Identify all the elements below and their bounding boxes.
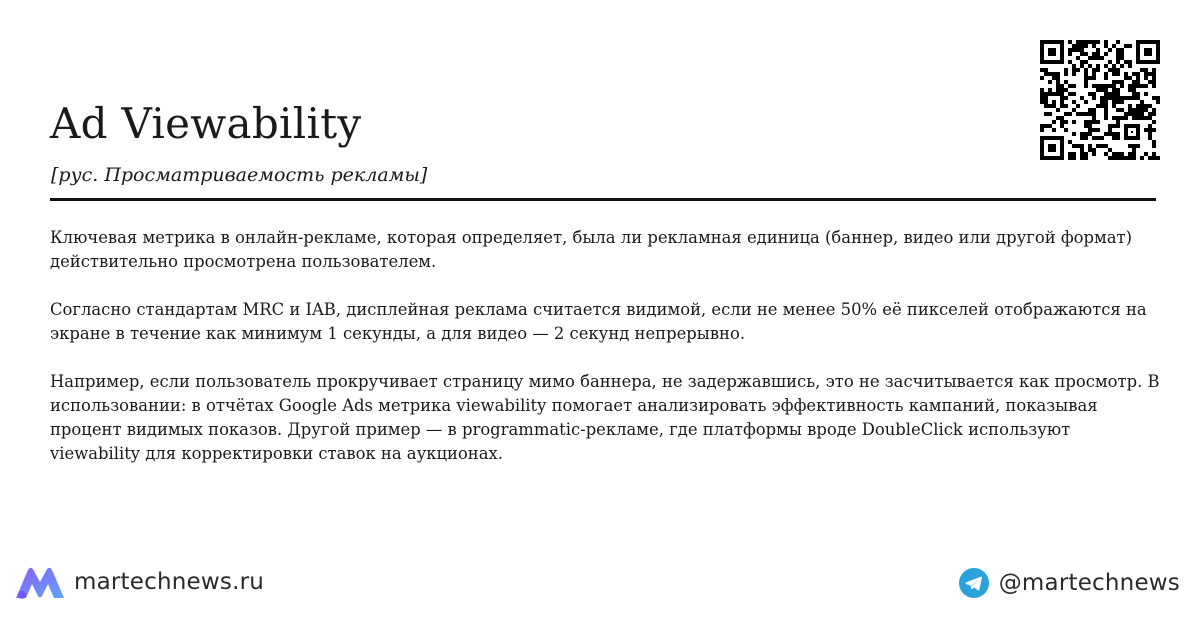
- telegram-handle: @martechnews: [998, 570, 1180, 596]
- definition-paragraph: Ключевая метрика в онлайн-рекламе, которая определяет, была ли рекламная единица (баннер, видео или другой формат) действительно просмотрена пользователем.: [50, 228, 1133, 271]
- term-title: Ad Viewability: [50, 99, 362, 148]
- martechnews-logo-icon: [14, 564, 66, 600]
- telegram-icon: [959, 568, 989, 598]
- header-divider: [50, 198, 1156, 201]
- site-link[interactable]: [14, 562, 264, 602]
- qr-code-icon[interactable]: [1040, 40, 1160, 160]
- standard-paragraph: Согласно стандартам MRC и IAB, дисплейная реклама считается видимой, если не менее 50% её пикселей отображаются на экране в течение как минимум 1 секунды, а для видео — 2 секунд непрерывно.: [50, 300, 1147, 343]
- telegram-link[interactable]: [959, 564, 1180, 602]
- definition-body: [50, 226, 1160, 490]
- term-translation: [рус. Просматриваемость рекламы]: [51, 164, 428, 186]
- example-paragraph: Например, если пользователь прокручивает страницу мимо баннера, не задержавшись, это не засчитывается как просмотр. В использовании: в отчётах Google Ads метрика viewability помогает анализировать эффективность кампаний, показывая процент видимых показов. Другой пример — в programmatic-рекламе, где платформы вроде DoubleClick используют viewability для корректировки ставок на аукционах.: [50, 372, 1160, 463]
- site-name: martechnews.ru: [74, 569, 265, 595]
